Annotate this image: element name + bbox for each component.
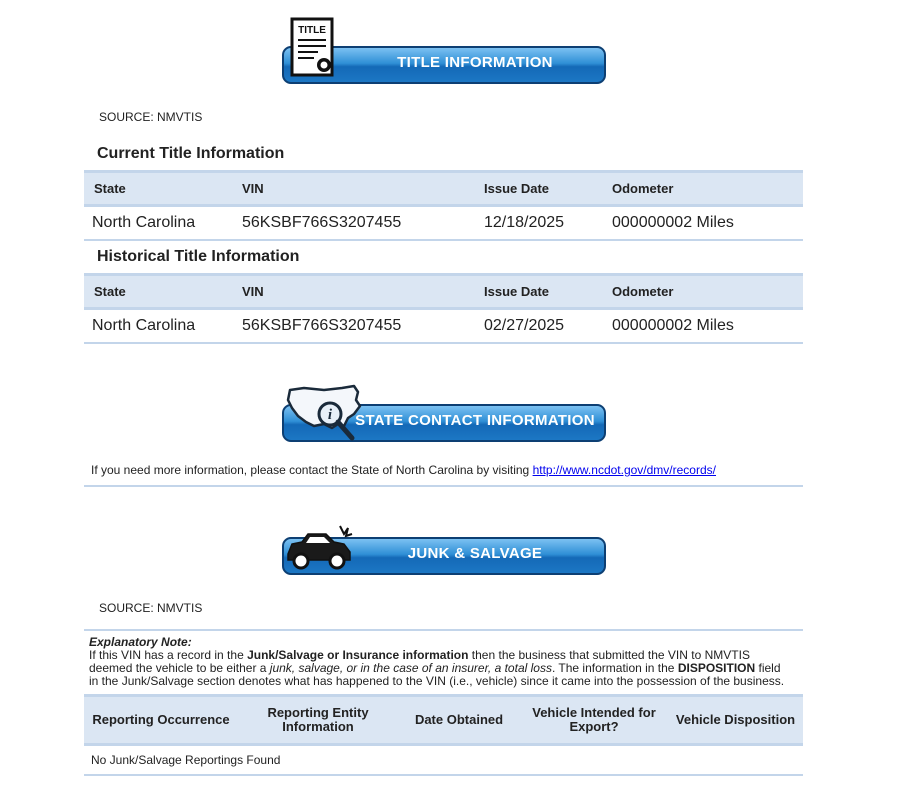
banner-label: TITLE INFORMATION (397, 54, 553, 71)
table-header-row (84, 696, 803, 745)
cell-vin: 56KSBF766S3207455 (242, 206, 484, 240)
column-header-state: State (84, 172, 242, 206)
column-header-reporting-entity: Reporting Entity Information (238, 696, 398, 745)
cell-issue-date: 12/18/2025 (484, 206, 612, 240)
column-header-export: Vehicle Intended for Export? (520, 696, 668, 745)
column-header-issue-date: Issue Date (484, 275, 612, 309)
contact-message: If you need more information, please contact the State of North Carolina by visiting (91, 463, 533, 477)
divider (84, 629, 803, 631)
contact-text (91, 463, 716, 477)
junk-source: SOURCE: NMVTIS (99, 601, 203, 615)
table-header-row (84, 275, 803, 309)
column-header-odometer: Odometer (612, 275, 803, 309)
current-title-heading: Current Title Information (97, 145, 285, 162)
title-icon-text: TITLE (298, 25, 326, 36)
title-document-icon (288, 16, 338, 80)
banner-label: JUNK & SALVAGE INFORMATION (407, 545, 543, 596)
note-text: then the business that submitted the VIN to NMVTIS deemed the vehicle to be either a (89, 648, 750, 675)
current-title-table (84, 170, 803, 241)
damaged-car-icon (284, 522, 356, 574)
empty-message: No Junk/Salvage Reportings Found (84, 745, 803, 775)
column-header-vehicle-disposition: Vehicle Disposition (668, 696, 803, 745)
cell-odometer: 000000002 Miles (612, 206, 803, 240)
note-text: . The information in the (551, 661, 678, 675)
junk-salvage-table (84, 694, 803, 776)
note-text: If this VIN has a record in the (89, 648, 248, 662)
column-header-state: State (84, 275, 242, 309)
column-header-reporting-occurrence: Reporting Occurrence (84, 696, 238, 745)
note-body (89, 649, 789, 688)
cell-state: North Carolina (84, 309, 242, 343)
banner-label: STATE CONTACT INFORMATION (355, 412, 595, 429)
cell-issue-date: 02/27/2025 (484, 309, 612, 343)
note-bold-text: DISPOSITION (677, 661, 756, 675)
explanatory-note (89, 636, 789, 688)
us-map-magnifier-icon (284, 380, 368, 444)
column-header-vin: VIN (242, 275, 484, 309)
cell-state: North Carolina (84, 206, 242, 240)
column-header-date-obtained: Date Obtained (398, 696, 520, 745)
note-title: Explanatory Note: (89, 635, 192, 649)
ncdot-records-link[interactable]: http://www.ncdot.gov/dmv/records/ (532, 463, 716, 477)
column-header-issue-date: Issue Date (484, 172, 612, 206)
table-row (84, 745, 803, 775)
table-header-row (84, 172, 803, 206)
historical-title-table (84, 273, 803, 344)
table-row (84, 206, 803, 240)
divider (84, 485, 803, 487)
historical-title-heading: Historical Title Information (97, 248, 300, 265)
note-text: field in the Junk/Salvage section denotes what has happened to the VIN (i.e., vehicle) since it came into the possession of the business. (89, 661, 785, 688)
column-header-vin: VIN (242, 172, 484, 206)
note-bold-text: Junk/Salvage or Insurance information (247, 648, 469, 662)
cell-odometer: 000000002 Miles (612, 309, 803, 343)
table-row (84, 309, 803, 343)
title-source: SOURCE: NMVTIS (99, 110, 203, 124)
svg-text:i: i (327, 407, 333, 423)
note-italic-text: junk, salvage, or in the case of an insurer, a total loss (269, 661, 552, 675)
column-header-odometer: Odometer (612, 172, 803, 206)
cell-vin: 56KSBF766S3207455 (242, 309, 484, 343)
